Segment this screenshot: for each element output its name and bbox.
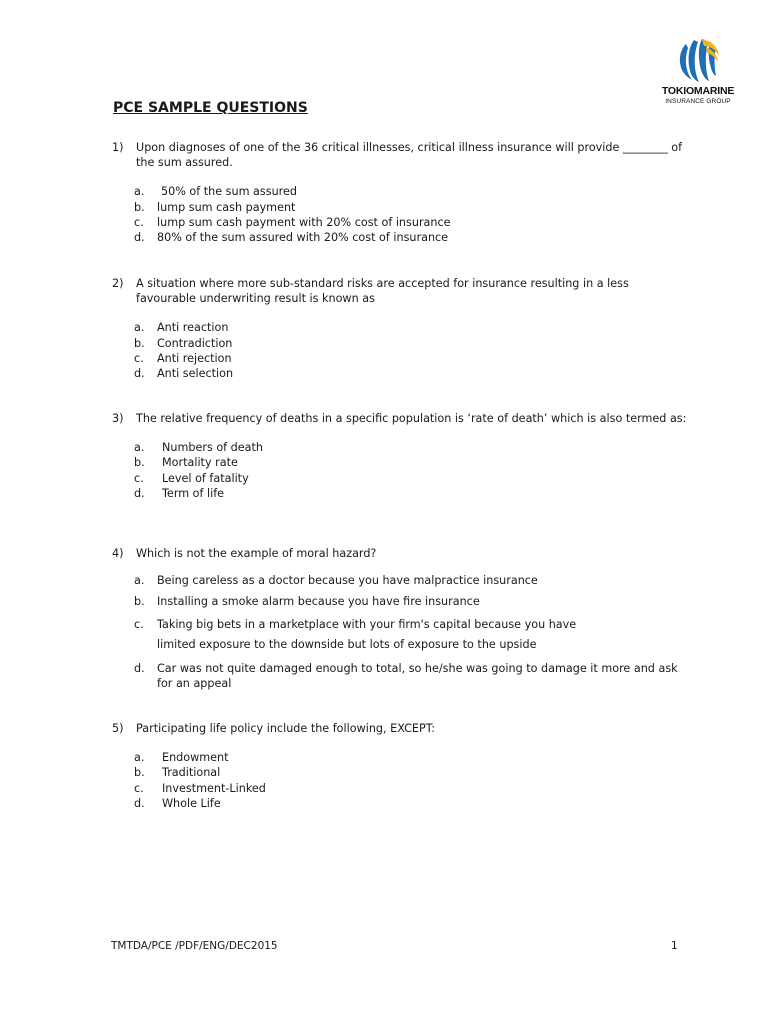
question-number: 1) [112, 141, 124, 154]
option-b [112, 455, 692, 470]
option-letter: c. [134, 781, 144, 795]
option-text: Numbers of death [162, 441, 263, 455]
option-d [112, 230, 692, 245]
option-a [112, 750, 692, 765]
option-letter: a. [134, 321, 145, 335]
option-text: Contradiction [157, 336, 233, 350]
question-5 [112, 721, 692, 811]
question-number: 3) [112, 412, 124, 425]
option-letter: d. [134, 231, 145, 245]
logo-subtitle: INSURANCE GROUP [665, 98, 731, 105]
option-text: Anti selection [157, 367, 234, 381]
option-letter: a. [134, 574, 145, 588]
question-stem: Which is not the example of moral hazard? [136, 547, 377, 560]
page-number: 1 [671, 940, 678, 952]
logo-name: TOKIOMARINE [661, 85, 735, 97]
page-title: PCE SAMPLE QUESTIONS [113, 100, 308, 116]
option-letter: d. [134, 486, 145, 500]
option-letter: a. [134, 185, 145, 199]
option-text: Anti rejection [157, 351, 232, 365]
option-text: Car was not quite damaged enough to total, so he/she was going to damage it more and ask for an appeal [157, 661, 678, 691]
option-letter: b. [134, 200, 145, 214]
option-letter: b. [134, 766, 145, 780]
option-b [112, 765, 692, 780]
document-code: TMTDA/PCE /PDF/ENG/DEC2015 [111, 940, 278, 952]
question-4 [112, 546, 692, 697]
option-letter: d. [134, 367, 145, 381]
option-c [112, 351, 692, 366]
option-letter: c. [134, 618, 144, 632]
option-a [112, 320, 692, 335]
option-a [112, 440, 692, 455]
option-b [112, 200, 692, 215]
option-text: Whole Life [162, 796, 221, 810]
question-2 [112, 276, 692, 381]
option-text: 80% of the sum assured with 20% cost of insurance [157, 231, 449, 245]
option-text: lump sum cash payment [157, 200, 296, 214]
option-letter: b. [134, 336, 145, 350]
option-text: Being careless as a doctor because you have malpractice insurance [157, 574, 538, 588]
option-a [112, 573, 692, 589]
question-1 [112, 140, 692, 245]
question-number: 4) [112, 547, 124, 560]
option-text: Installing a smoke alarm because you have fire insurance [157, 595, 480, 609]
option-letter: c. [134, 215, 144, 229]
option-letter: d. [134, 661, 145, 675]
option-b [112, 336, 692, 351]
option-letter: a. [134, 751, 145, 765]
company-logo [656, 36, 740, 112]
option-text: Taking big bets in a marketplace with your firm's capital because you have limited exposure to the downside but lots of exposure to the upside [157, 618, 577, 652]
option-d [112, 486, 692, 501]
question-3 [112, 411, 692, 501]
option-a [112, 184, 692, 199]
option-text: Anti reaction [157, 321, 229, 335]
option-letter: d. [134, 796, 145, 810]
option-text: Endowment [162, 751, 229, 765]
option-text: lump sum cash payment with 20% cost of insurance [157, 215, 451, 229]
question-stem: The relative frequency of deaths in a specific population is ‘rate of death’ which is also termed as: [136, 412, 687, 425]
option-b [112, 594, 692, 610]
question-stem: Participating life policy include the following, EXCEPT: [136, 722, 436, 735]
option-c [112, 615, 692, 655]
option-letter: b. [134, 595, 145, 609]
option-letter: b. [134, 456, 145, 470]
option-letter: c. [134, 351, 144, 365]
option-text: Term of life [162, 486, 225, 500]
question-stem: Upon diagnoses of one of the 36 critical illnesses, critical illness insurance will provide ________ of the sum assured. [136, 141, 683, 170]
option-text: Level of fatality [162, 471, 249, 485]
option-d [112, 661, 692, 692]
option-text: 50% of the sum assured [161, 185, 297, 199]
option-letter: a. [134, 441, 145, 455]
option-c [112, 781, 692, 796]
question-number: 5) [112, 722, 124, 735]
option-d [112, 796, 692, 811]
option-c [112, 471, 692, 486]
option-text: Mortality rate [162, 456, 238, 470]
option-letter: c. [134, 471, 144, 485]
option-d [112, 366, 692, 381]
question-stem: A situation where more sub-standard risks are accepted for insurance resulting in a less favourable underwriting result is known as [136, 277, 629, 306]
option-c [112, 215, 692, 230]
option-text: Traditional [162, 766, 221, 780]
option-text: Investment-Linked [162, 781, 266, 795]
question-number: 2) [112, 277, 124, 290]
tokio-marine-globe-icon [672, 36, 724, 84]
